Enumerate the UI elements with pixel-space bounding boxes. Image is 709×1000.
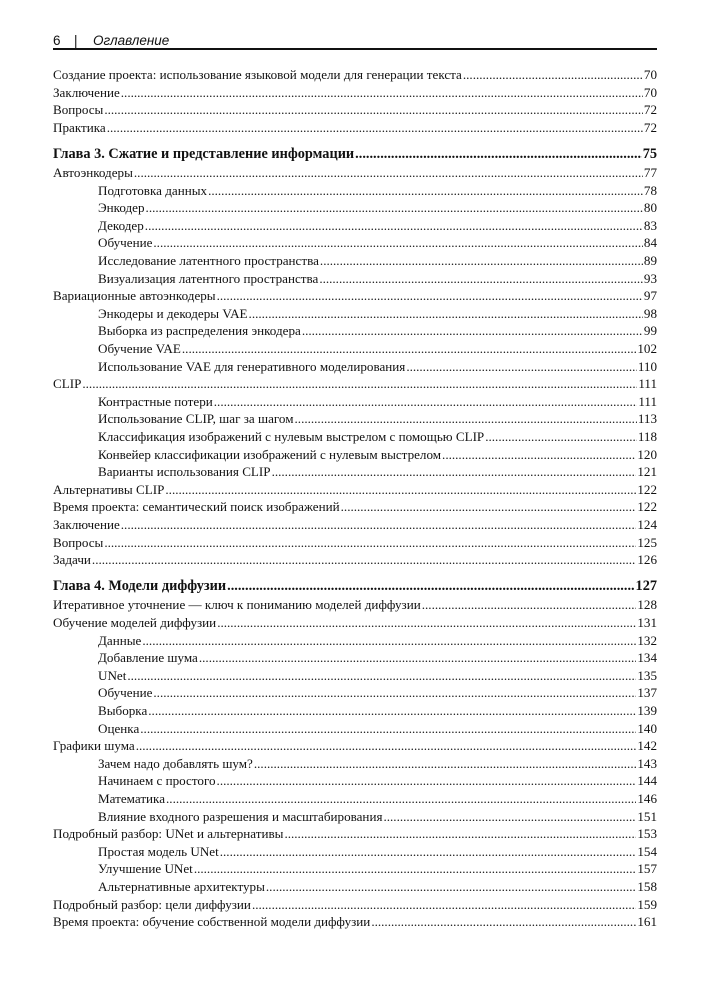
- header-page-number: 6: [53, 33, 61, 48]
- toc-entry: [53, 84, 657, 102]
- header-rule: [53, 48, 657, 50]
- toc-entry-title: Альтернативы CLIP: [53, 481, 165, 497]
- toc-entry-page: 83: [643, 217, 657, 233]
- toc-entry-page: 124: [637, 516, 657, 532]
- dot-leader: [406, 358, 637, 376]
- dot-leader: [182, 340, 636, 358]
- toc-entry-title: Итеративное уточнение — ключ к пониманию моделей диффузии: [53, 597, 421, 613]
- toc-entry-page: 110: [637, 358, 657, 374]
- dot-leader: [383, 808, 636, 826]
- toc-entry-page: 111: [638, 393, 657, 409]
- toc-entry-title: Подробный разбор: цели диффузии: [53, 896, 251, 912]
- toc-entry: [53, 393, 657, 411]
- toc-entry-title: Графики шума: [53, 738, 135, 754]
- dot-leader: [140, 720, 636, 738]
- dot-leader: [82, 375, 637, 393]
- toc-entry: [53, 825, 657, 843]
- toc-entry: [53, 614, 657, 632]
- toc-entry: [53, 498, 657, 516]
- toc-entry: [53, 305, 657, 323]
- toc-entry-title: Влияние входного разрешения и масштабирования: [98, 808, 383, 824]
- toc-entry-page: 128: [637, 597, 657, 613]
- toc-entry: [53, 534, 657, 552]
- table-of-contents: [53, 66, 657, 931]
- dot-leader: [104, 534, 636, 552]
- dot-leader: [153, 234, 643, 252]
- toc-entry-title: Улучшение UNet: [98, 861, 193, 877]
- toc-entry: [53, 843, 657, 861]
- toc-entry-page: 154: [637, 843, 657, 859]
- dot-leader: [121, 84, 643, 102]
- toc-entry: [53, 481, 657, 499]
- toc-entry-page: 151: [637, 808, 657, 824]
- toc-entry-title: Глава 3. Сжатие и представление информации: [53, 145, 355, 162]
- toc-entry-title: Выборка: [98, 702, 148, 718]
- toc-entry-page: 93: [643, 270, 657, 286]
- toc-entry-title: Обучение VAE: [98, 341, 181, 356]
- dot-leader: [199, 649, 636, 667]
- toc-entry-page: 153: [637, 826, 657, 842]
- toc-entry-title: Декодер: [98, 217, 144, 233]
- toc-entry-title: Оценка: [98, 720, 140, 736]
- toc-entry-title: Время проекта: обучение собственной модели диффузии: [53, 914, 371, 930]
- toc-entry-page: 131: [637, 615, 657, 630]
- dot-leader: [254, 755, 636, 773]
- dot-leader: [148, 702, 636, 720]
- toc-entry-title: CLIP: [53, 376, 82, 392]
- toc-entry-title: Энкодеры и декодеры VAE: [98, 305, 248, 321]
- toc-entry: [53, 667, 657, 685]
- toc-entry-page: 89: [643, 253, 657, 269]
- toc-entry-page: 111: [638, 376, 657, 392]
- toc-entry-title: Добавление шума: [98, 650, 198, 666]
- dot-leader: [136, 737, 637, 755]
- toc-entry: [53, 446, 657, 464]
- toc-entry-title: Вопросы: [53, 102, 104, 118]
- dot-leader: [485, 428, 637, 446]
- toc-entry-page: 144: [637, 773, 657, 789]
- toc-entry-page: 70: [643, 84, 657, 100]
- toc-entry: [53, 896, 657, 914]
- toc-entry-title: Автоэнкодеры: [53, 165, 133, 181]
- toc-entry-page: 80: [643, 200, 657, 216]
- toc-entry-title: Энкодер: [98, 200, 145, 216]
- toc-entry-page: 78: [643, 182, 657, 198]
- dot-leader: [127, 667, 636, 685]
- dot-leader: [295, 410, 637, 428]
- running-header: [53, 33, 657, 49]
- toc-entry: [53, 182, 657, 200]
- dot-leader: [165, 481, 636, 499]
- dot-leader: [422, 596, 637, 614]
- toc-entry-title: Контрастные потери: [98, 393, 213, 409]
- toc-entry-page: 158: [637, 878, 657, 894]
- dot-leader: [302, 322, 643, 340]
- dot-leader: [134, 164, 643, 182]
- dot-leader: [217, 772, 637, 790]
- toc-entry-page: 143: [637, 755, 657, 771]
- toc-entry: [53, 252, 657, 270]
- toc-entry-page: 98: [643, 305, 657, 321]
- toc-entry-page: 125: [637, 534, 657, 550]
- toc-entry: [53, 234, 657, 252]
- toc-entry-page: 99: [643, 323, 657, 339]
- toc-entry-page: 122: [637, 499, 657, 515]
- toc-entry: [53, 463, 657, 481]
- toc-entry-page: 132: [637, 632, 657, 648]
- dot-leader: [220, 843, 637, 861]
- toc-entry: [53, 772, 657, 790]
- toc-entry-page: 159: [637, 896, 657, 912]
- dot-leader: [355, 145, 642, 164]
- toc-entry-page: 84: [643, 235, 657, 251]
- toc-entry-page: 118: [637, 428, 657, 444]
- toc-entry: [53, 702, 657, 720]
- toc-entry-page: 139: [637, 702, 657, 718]
- toc-entry-page: 161: [637, 914, 657, 930]
- toc-entry-title: UNet: [98, 667, 127, 683]
- toc-entry: [53, 322, 657, 340]
- toc-entry: [53, 410, 657, 428]
- dot-leader: [319, 270, 643, 288]
- toc-entry-title: Задачи: [53, 552, 91, 568]
- toc-entry: [53, 340, 657, 358]
- toc-entry-title: Подготовка данных: [98, 182, 208, 198]
- dot-leader: [214, 393, 638, 411]
- toc-entry-title: Заключение: [53, 84, 120, 100]
- toc-entry: [53, 755, 657, 773]
- toc-entry: [53, 199, 657, 217]
- dot-leader: [208, 182, 643, 200]
- toc-entry-page: 72: [643, 102, 657, 118]
- toc-entry: [53, 66, 657, 84]
- toc-entry-page: 70: [643, 67, 657, 82]
- toc-entry: [53, 860, 657, 878]
- toc-entry-page: 113: [637, 411, 657, 427]
- dot-leader: [166, 790, 636, 808]
- dot-leader: [145, 217, 643, 235]
- toc-entry: [53, 790, 657, 808]
- toc-entry-page: 97: [643, 288, 657, 304]
- dot-leader: [320, 252, 643, 270]
- toc-entry-title: Обучение: [98, 685, 153, 701]
- dot-leader: [92, 551, 636, 569]
- toc-entry-title: Начинаем с простого: [98, 773, 216, 789]
- toc-entry: [53, 737, 657, 755]
- toc-entry-title: Использование VAE для генеративного моделирования: [98, 358, 406, 374]
- toc-entry-title: Конвейер классификации изображений с нулевым выстрелом: [98, 446, 442, 462]
- toc-entry: [53, 649, 657, 667]
- toc-entry-title: Классификация изображений с нулевым выстрелом с помощью CLIP: [98, 428, 485, 444]
- toc-entry-page: 120: [637, 446, 657, 462]
- toc-entry: [53, 164, 657, 182]
- dot-leader: [227, 577, 634, 596]
- dot-leader: [121, 516, 637, 534]
- toc-entry: [53, 551, 657, 569]
- toc-entry-title: Исследование латентного пространства: [98, 253, 319, 269]
- toc-entry-title: Создание проекта: использование языковой модели для генерации текста: [53, 67, 462, 82]
- toc-entry-page: 134: [637, 650, 657, 666]
- toc-entry-title: Данные: [98, 632, 142, 648]
- dot-leader: [217, 287, 643, 305]
- toc-entry-page: 102: [637, 341, 657, 356]
- dot-leader: [341, 498, 637, 516]
- toc-entry-title: Математика: [98, 790, 166, 806]
- toc-entry-title: Варианты использования CLIP: [98, 464, 271, 480]
- toc-entry-title: Глава 4. Модели диффузии: [53, 578, 227, 595]
- toc-entry: [53, 358, 657, 376]
- toc-entry: [53, 428, 657, 446]
- toc-entry-page: 140: [637, 720, 657, 736]
- toc-entry-page: 146: [637, 790, 657, 806]
- toc-entry-title: Вопросы: [53, 534, 104, 550]
- toc-entry-page: 75: [642, 145, 657, 162]
- header-separator: |: [74, 33, 78, 48]
- toc-entry-page: 135: [637, 667, 657, 683]
- toc-entry-title: Выборка из распределения энкодера: [98, 323, 301, 339]
- toc-entry-page: 127: [635, 578, 657, 595]
- header-title: Оглавление: [93, 33, 170, 48]
- toc-entry: [53, 287, 657, 305]
- toc-entry-page: 121: [637, 464, 657, 480]
- toc-entry-page: 122: [637, 481, 657, 497]
- dot-leader: [252, 896, 636, 914]
- toc-entry: [53, 270, 657, 288]
- toc-entry-title: Время проекта: семантический поиск изображений: [53, 499, 340, 515]
- toc-entry-page: 77: [643, 165, 657, 181]
- toc-entry-title: Простая модель UNet: [98, 843, 219, 859]
- toc-entry: [53, 596, 657, 614]
- dot-leader: [442, 446, 636, 464]
- dot-leader: [272, 463, 637, 481]
- toc-entry-title: Альтернативные архитектуры: [98, 878, 265, 894]
- toc-entry-page: 137: [637, 685, 657, 701]
- dot-leader: [284, 825, 636, 843]
- toc-entry-title: Подробный разбор: UNet и альтернативы: [53, 826, 284, 842]
- dot-leader: [153, 684, 636, 702]
- toc-entry-title: Обучение моделей диффузии: [53, 615, 217, 630]
- toc-entry-page: 72: [643, 119, 657, 135]
- toc-entry: [53, 684, 657, 702]
- toc-entry-title: Вариационные автоэнкодеры: [53, 288, 216, 304]
- toc-entry-title: Использование CLIP, шаг за шагом: [98, 411, 294, 427]
- toc-entry: [53, 808, 657, 826]
- toc-entry: [53, 720, 657, 738]
- dot-leader: [371, 913, 636, 931]
- toc-chapter-entry: [53, 577, 657, 596]
- toc-entry: [53, 101, 657, 119]
- dot-leader: [266, 878, 636, 896]
- toc-entry: [53, 375, 657, 393]
- toc-entry-title: Обучение: [98, 235, 153, 251]
- toc-entry: [53, 913, 657, 931]
- toc-entry-title: Практика: [53, 119, 106, 135]
- toc-entry: [53, 516, 657, 534]
- dot-leader: [146, 199, 643, 217]
- toc-entry: [53, 632, 657, 650]
- dot-leader: [249, 305, 643, 323]
- dot-leader: [217, 614, 636, 632]
- toc-entry-title: Заключение: [53, 516, 120, 532]
- toc-entry-title: Зачем надо добавлять шум?: [98, 755, 253, 771]
- toc-entry-title: Визуализация латентного пространства: [98, 270, 319, 286]
- toc-entry: [53, 878, 657, 896]
- dot-leader: [104, 101, 643, 119]
- toc-entry: [53, 217, 657, 235]
- toc-chapter-entry: [53, 145, 657, 164]
- toc-entry-page: 126: [637, 552, 657, 568]
- dot-leader: [142, 632, 636, 650]
- toc-entry-page: 142: [637, 738, 657, 754]
- dot-leader: [463, 66, 643, 84]
- dot-leader: [107, 119, 643, 137]
- toc-entry: [53, 119, 657, 137]
- toc-entry-page: 157: [637, 861, 657, 877]
- dot-leader: [194, 860, 637, 878]
